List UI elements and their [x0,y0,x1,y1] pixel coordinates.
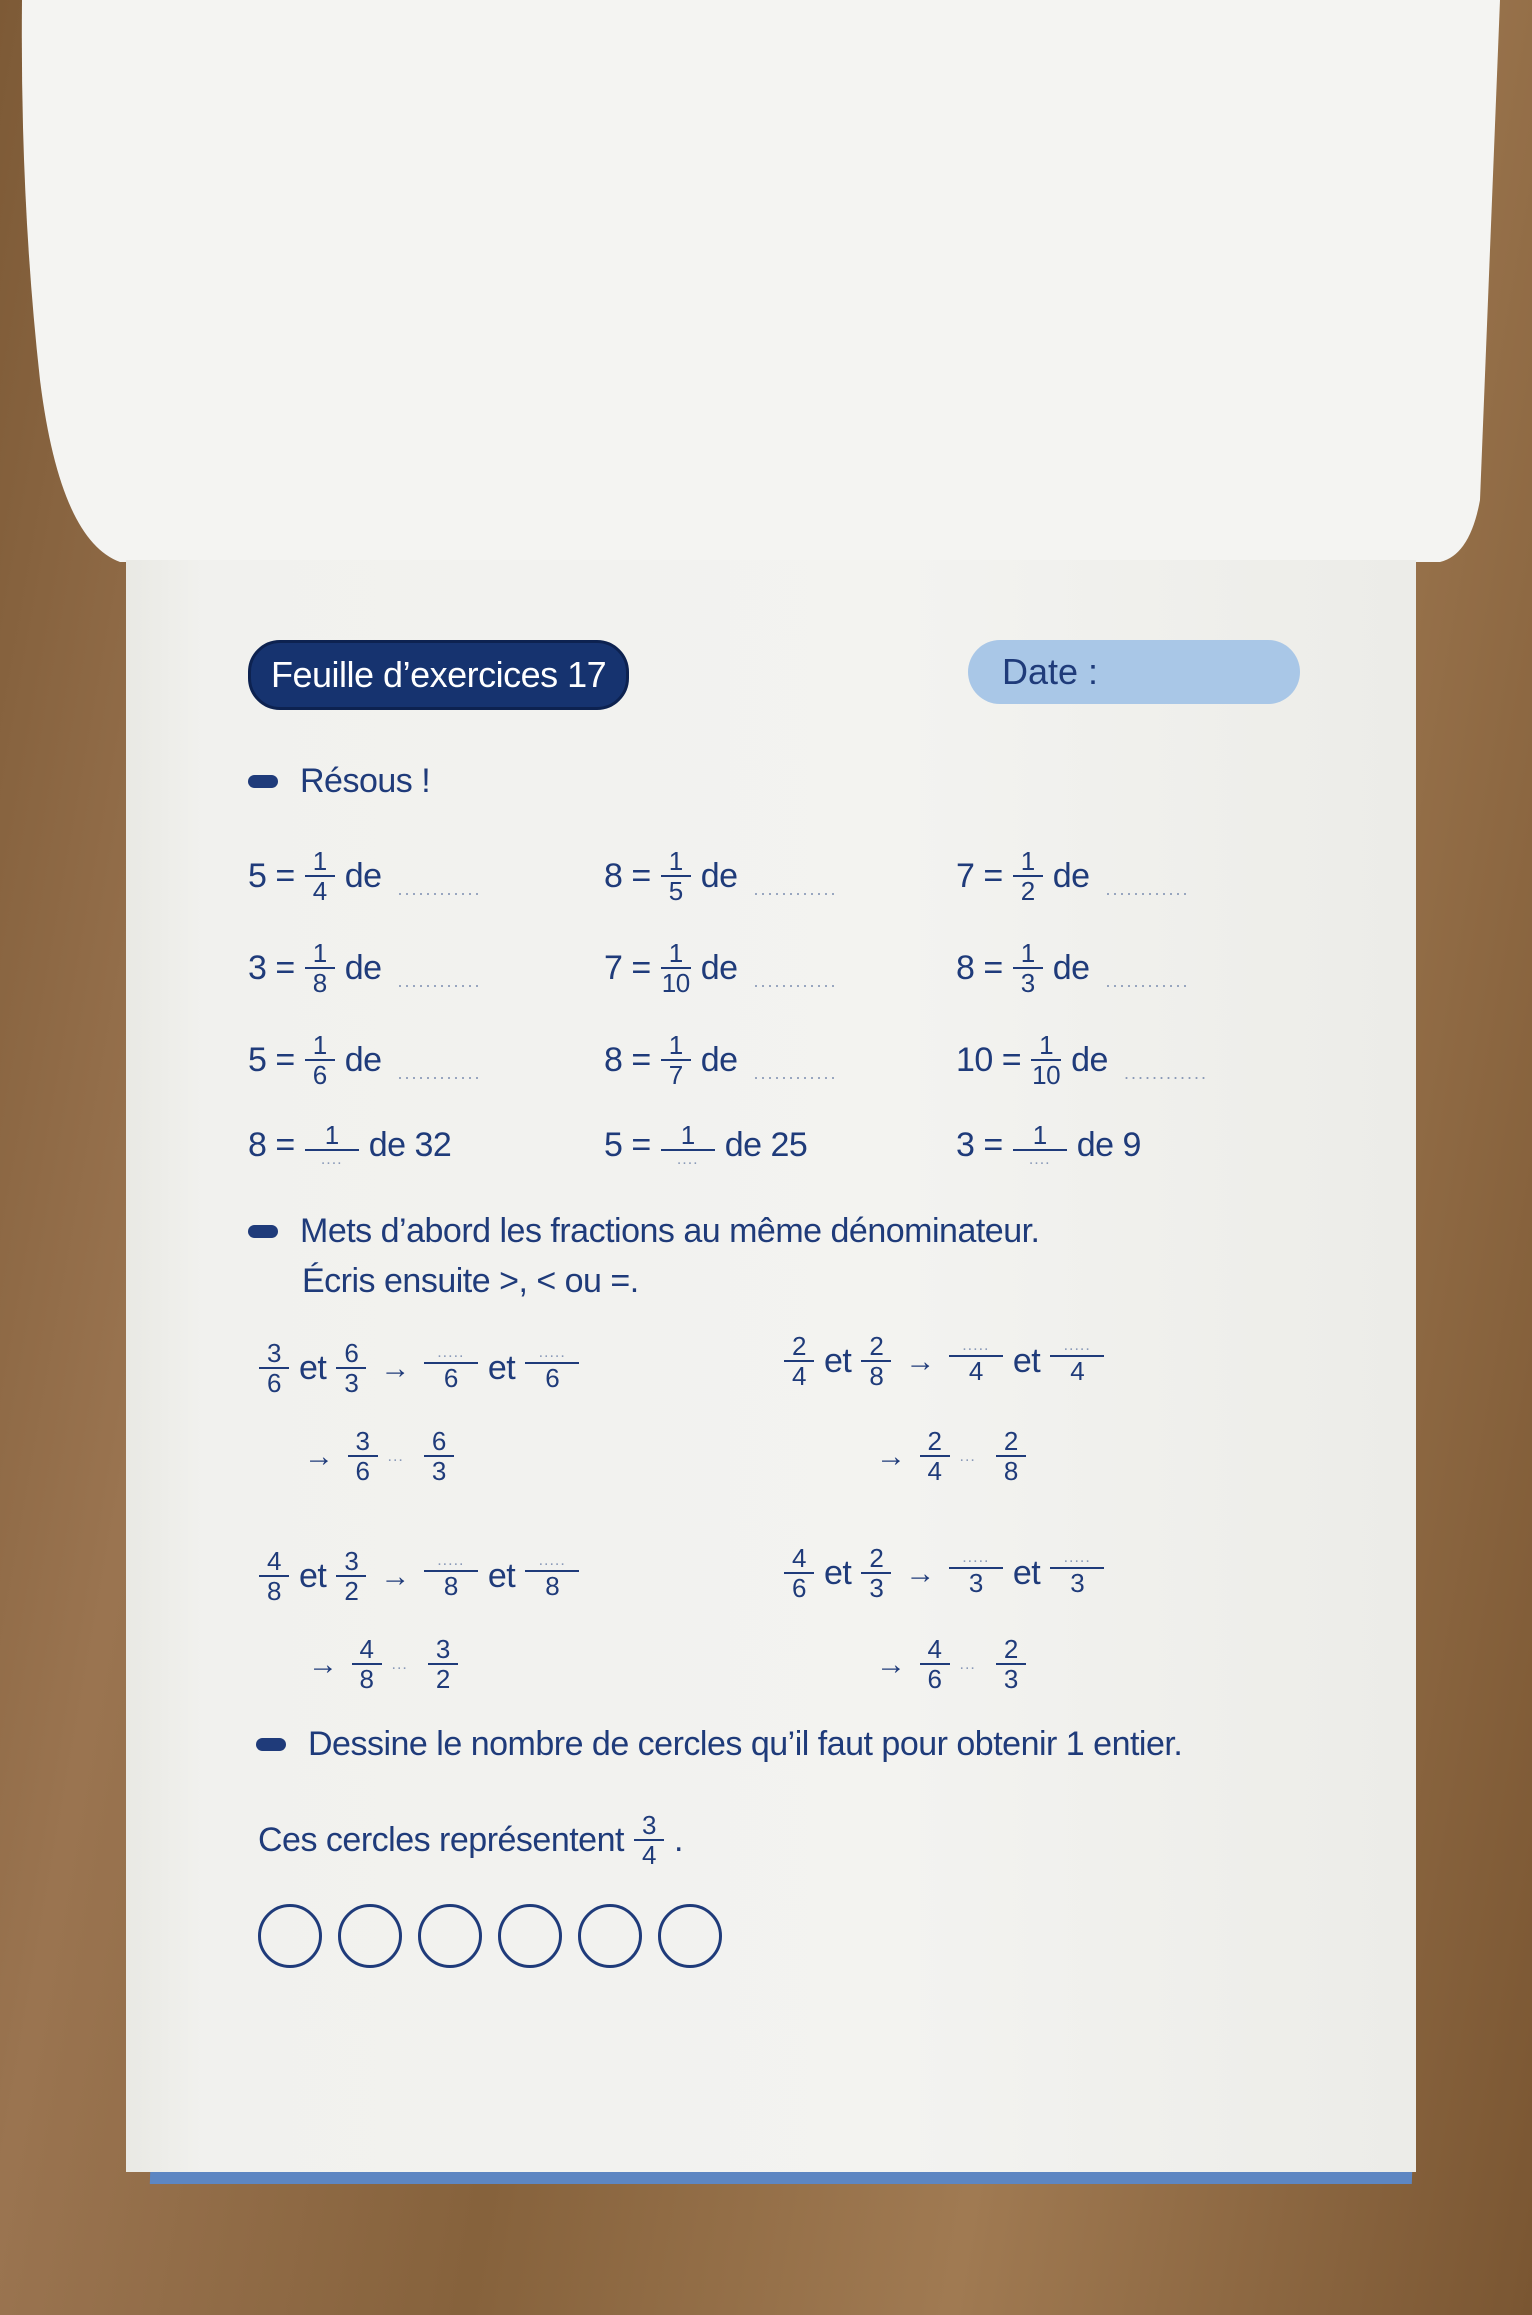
lhs: 7 = [604,949,651,988]
fraction [348,1428,378,1486]
answer-blank[interactable]: ............ [753,878,838,899]
denominator: 3 [344,1368,359,1399]
date-field[interactable] [968,640,1300,704]
section2-heading [248,1212,1040,1251]
fraction [661,1122,715,1169]
comparison-blank[interactable]: ... [391,1655,408,1673]
comparison-line [304,1636,462,1694]
de-label: de [1052,949,1090,988]
lhs: 5 = [248,1041,295,1080]
bullet-icon [248,1225,278,1238]
numerator: 1 [305,848,335,877]
de-label: de [700,1041,738,1080]
et-label: et [824,1342,852,1381]
resous-exercise [248,1032,482,1090]
numerator-blank[interactable]: ..... [949,1550,1003,1569]
fraction [1013,848,1043,906]
de-label: de [344,857,382,896]
de-label: de 25 [724,1126,808,1165]
denominator: 8 [267,1576,281,1607]
worksheet-title: Feuille d’exercices 17 [248,640,629,710]
denominator: 8 [312,968,327,999]
numerator: 4 [352,1636,382,1665]
fraction [305,848,335,906]
fraction [336,1340,366,1398]
denominator: 8 [359,1664,374,1695]
resous-exercise [604,940,838,998]
denominator-blank[interactable]: .... [676,1151,699,1169]
arrow-icon: → [905,1556,935,1590]
resous-exercise [248,1122,451,1169]
fraction [336,1548,366,1606]
fraction [784,1545,814,1603]
numerator: 1 [305,1032,335,1061]
de-label: de 9 [1076,1126,1141,1165]
answer-blank[interactable]: ............ [1123,1062,1208,1083]
denominator: 3 [869,1573,884,1604]
fraction-three-quarters [634,1812,664,1870]
fraction [661,848,691,906]
resous-exercise [956,1122,1141,1169]
arrow-icon: → [876,1439,906,1473]
fraction [920,1428,950,1486]
denominator: 4 [641,1840,656,1871]
lhs: 3 = [956,1126,1003,1165]
circle-shape [338,1904,402,1968]
denominator: 6 [545,1363,560,1394]
denominator: 10 [661,968,690,999]
numerator-blank[interactable]: ..... [1050,1338,1104,1357]
fraction [525,1345,579,1392]
fraction [1050,1338,1104,1385]
numerator: 2 [920,1428,950,1457]
comparison-blank[interactable]: ... [959,1447,976,1465]
answer-blank[interactable]: ............ [753,970,838,991]
et-label: et [487,1557,516,1596]
denominator: 6 [927,1664,942,1695]
lhs: 7 = [956,857,1003,896]
lhs: 3 = [248,949,295,988]
resous-exercise [604,1122,807,1169]
fraction [949,1338,1003,1385]
arrow-icon: → [380,1559,410,1593]
comparison-line [872,1636,1030,1694]
numerator-blank[interactable]: ..... [424,1553,478,1572]
fraction [920,1636,950,1694]
et-label: et [487,1349,516,1388]
numerator: 6 [336,1340,366,1369]
conversion-line [255,1548,583,1606]
lhs: 8 = [604,857,651,896]
numerator: 2 [784,1333,814,1362]
denominator-blank[interactable]: .... [1028,1151,1051,1169]
bullet-icon [256,1738,286,1751]
numerator: 4 [259,1548,289,1577]
section3-sentence [258,1812,683,1870]
resous-exercise [248,940,482,998]
numerator: 3 [428,1636,458,1665]
answer-blank[interactable]: ............ [397,970,482,991]
arrow-icon: → [304,1439,334,1473]
fraction [259,1548,289,1606]
denominator: 2 [344,1576,359,1607]
fraction [1013,940,1043,998]
denominator-blank[interactable]: .... [320,1151,343,1169]
de-label: de [344,1041,382,1080]
de-label: de 32 [368,1126,452,1165]
resous-exercise [248,848,482,906]
et-label: et [1012,1342,1041,1381]
denominator: 6 [355,1456,370,1487]
denominator: 4 [1070,1356,1085,1387]
fraction [1031,1032,1061,1090]
numerator: 1 [305,1122,359,1151]
de-label: de [1052,857,1090,896]
period: . [673,1821,683,1860]
fraction [305,1032,335,1090]
section3-heading-text: Dessine le nombre de cercles qu’il faut pour obtenir 1 entier. [308,1725,1183,1763]
numerator: 3 [634,1812,664,1841]
date-label: Date : [1002,651,1099,692]
arrow-icon: → [308,1647,338,1681]
lhs: 5 = [248,857,295,896]
denominator: 3 [968,1568,983,1599]
denominator: 4 [927,1456,942,1487]
de-label: de [1071,1041,1108,1080]
page-bottom-edge [150,2172,1412,2184]
et-label: et [824,1554,852,1593]
denominator: 4 [312,876,327,907]
numerator: 1 [661,1122,715,1151]
denominator: 8 [869,1361,884,1392]
denominator: 3 [431,1456,446,1487]
de-label: de [700,857,738,896]
numerator-blank[interactable]: ..... [949,1338,1003,1357]
numerator: 2 [861,1333,891,1362]
numerator: 4 [920,1636,950,1665]
conversion-line [780,1545,1108,1603]
circle-shape [658,1904,722,1968]
circle-shape [498,1904,562,1968]
numerator: 1 [661,940,691,969]
answer-blank[interactable]: ............ [397,1062,482,1083]
fraction [424,1345,478,1392]
numerator: 3 [348,1428,378,1457]
answer-blank[interactable]: ............ [397,878,482,899]
numerator-blank[interactable]: ..... [525,1553,579,1572]
fraction [428,1636,458,1694]
fraction [424,1553,478,1600]
denominator: 3 [1020,968,1035,999]
de-label: de [344,949,382,988]
numerator: 2 [996,1636,1026,1665]
fraction [861,1545,891,1603]
circle-shape [418,1904,482,1968]
sentence-text: Ces cercles représentent [258,1821,624,1860]
denominator: 8 [443,1571,458,1602]
comparison-blank[interactable]: ... [959,1655,976,1673]
curled-previous-page [22,0,1500,562]
denominator: 6 [312,1060,327,1091]
numerator: 1 [1013,1122,1067,1151]
arrow-icon: → [876,1647,906,1681]
denominator: 8 [1003,1456,1018,1487]
numerator: 4 [784,1545,814,1574]
lhs: 8 = [956,949,1003,988]
denominator: 3 [1003,1664,1018,1695]
section2-heading-line1: Mets d’abord les fractions au même dénominateur. [300,1212,1040,1250]
denominator: 4 [968,1356,983,1387]
numerator: 1 [1031,1032,1061,1061]
bullet-icon [248,775,278,788]
denominator: 7 [668,1060,683,1091]
et-label: et [299,1349,327,1388]
comparison-blank[interactable]: ... [387,1447,404,1465]
circle-shape [258,1904,322,1968]
lhs: 5 = [604,1126,651,1165]
denominator: 2 [435,1664,450,1695]
numerator-blank[interactable]: ..... [525,1345,579,1364]
numerator: 6 [424,1428,454,1457]
numerator: 1 [661,1032,691,1061]
fraction [424,1428,454,1486]
numerator: 2 [996,1428,1026,1457]
lhs: 10 = [956,1041,1022,1080]
numerator: 1 [661,848,691,877]
section1-heading-text: Résous ! [300,762,431,800]
fraction [352,1636,382,1694]
denominator: 6 [267,1368,281,1399]
conversion-line [780,1333,1108,1391]
numerator: 1 [1013,848,1043,877]
fraction [305,1122,359,1169]
comparison-line [300,1428,458,1486]
resous-exercise [604,848,838,906]
denominator: 3 [1070,1568,1085,1599]
fraction [1013,1122,1067,1169]
fraction [661,1032,691,1090]
fraction [949,1550,1003,1597]
circle-shape [578,1904,642,1968]
numerator: 2 [861,1545,891,1574]
fraction [996,1428,1026,1486]
denominator: 6 [443,1363,458,1394]
resous-exercise [604,1032,838,1090]
answer-blank[interactable]: ............ [1105,878,1190,899]
section1-heading [248,762,430,801]
lhs: 8 = [604,1041,651,1080]
fraction [305,940,335,998]
et-label: et [1012,1554,1041,1593]
numerator: 1 [305,940,335,969]
numerator: 3 [259,1340,289,1369]
fraction [996,1636,1026,1694]
denominator: 5 [668,876,683,907]
fraction [1050,1550,1104,1597]
denominator: 4 [792,1361,806,1392]
fraction [784,1333,814,1391]
de-label: de [700,949,738,988]
lhs: 8 = [248,1126,295,1165]
fraction [861,1333,891,1391]
denominator: 8 [545,1571,560,1602]
et-label: et [299,1557,327,1596]
resous-exercise [956,940,1190,998]
resous-exercise [956,1032,1208,1090]
numerator-blank[interactable]: ..... [1050,1550,1104,1569]
answer-blank[interactable]: ............ [1105,970,1190,991]
denominator: 2 [1020,876,1035,907]
resous-exercise [956,848,1190,906]
fraction [525,1553,579,1600]
section2-heading-line2: Écris ensuite >, < ou =. [302,1262,639,1300]
arrow-icon: → [905,1344,935,1378]
conversion-line [255,1340,583,1398]
section3-heading [256,1725,1182,1764]
numerator-blank[interactable]: ..... [424,1345,478,1364]
comparison-line [872,1428,1030,1486]
fraction [661,940,691,998]
numerator: 1 [1013,940,1043,969]
denominator: 6 [792,1573,806,1604]
arrow-icon: → [380,1351,410,1385]
answer-blank[interactable]: ............ [753,1062,838,1083]
denominator: 10 [1032,1060,1061,1091]
fraction [259,1340,289,1398]
numerator: 3 [336,1548,366,1577]
